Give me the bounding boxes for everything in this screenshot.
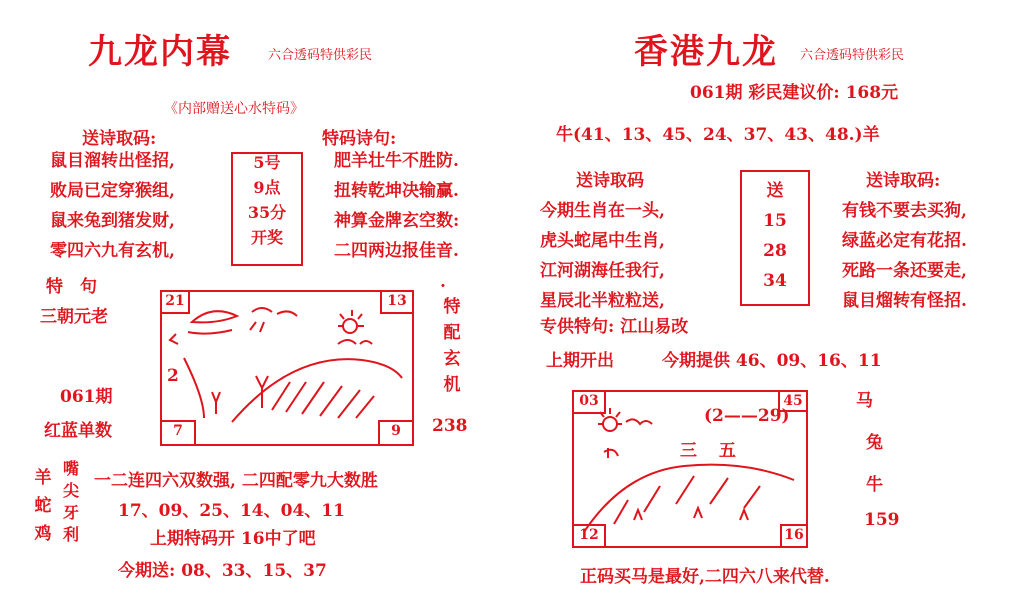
right-title-sub: 六合透码特供彩民 bbox=[800, 48, 905, 63]
sun-icon bbox=[343, 319, 357, 333]
tip-char: 嘴 bbox=[62, 459, 79, 478]
send-box-line: 15 bbox=[763, 211, 787, 231]
right-pic-corner-tl: 03 bbox=[572, 390, 606, 414]
right-poem-right bbox=[842, 196, 967, 316]
side-column-char: 机 bbox=[443, 375, 461, 395]
left-side-column bbox=[441, 294, 463, 398]
sketch-cloud bbox=[626, 419, 652, 424]
right-pic-corner-bl: 12 bbox=[572, 524, 606, 548]
left-poem-line: 败局已定穿猴组, bbox=[50, 181, 175, 201]
right-side-char: 马 bbox=[856, 391, 873, 411]
left-issue-note: 红蓝单数 bbox=[44, 421, 112, 441]
left-poem-line: 鼠来兔到猪发财, bbox=[50, 211, 175, 231]
tip-char: 尖 bbox=[62, 481, 79, 500]
sketch-flower bbox=[604, 448, 618, 458]
right-bottom-line: 正码买马是最好,二四六八来代替. bbox=[580, 567, 830, 587]
right-poem-line: 江河湖海任我行, bbox=[540, 261, 665, 281]
sun-icon bbox=[603, 417, 617, 431]
draw-time-list bbox=[231, 150, 303, 250]
right-poem-line: 死路一条还要走, bbox=[842, 261, 967, 281]
sketch-wave bbox=[170, 322, 264, 344]
right-poem-line: 星辰北半粒粒送, bbox=[540, 291, 665, 311]
left-poem bbox=[50, 146, 175, 266]
tip-column bbox=[60, 458, 82, 546]
left-side-number: 238 bbox=[432, 416, 468, 436]
sketch-line bbox=[184, 358, 204, 418]
right-poem-line: 虎头蛇尾中生肖, bbox=[540, 231, 665, 251]
right-side-char: 牛 bbox=[866, 475, 883, 495]
send-box-line: 28 bbox=[763, 241, 787, 261]
right-title: 香港九龙 bbox=[634, 32, 778, 72]
left-picture-sketch bbox=[162, 292, 408, 440]
right-poem-line: 鼠目熘转有怪招. bbox=[842, 291, 967, 311]
left-poem-line: 零四六九有玄机, bbox=[50, 241, 175, 261]
left-verse-line: 二四两边报佳音. bbox=[334, 241, 459, 261]
left-pic-corner-tl: 21 bbox=[160, 290, 190, 314]
sketch-hatching bbox=[272, 382, 374, 418]
right-price-line: 061期 彩民建议价: 168元 bbox=[690, 83, 899, 103]
left-poem-line: 鼠目溜转出怪招, bbox=[50, 151, 175, 171]
right-pic-corner-br: 16 bbox=[780, 524, 808, 548]
left-pic-corner-br: 9 bbox=[378, 420, 414, 446]
left-verse-line: 肥羊壮牛不胜防. bbox=[334, 151, 459, 171]
right-side-char: 兔 bbox=[866, 433, 883, 453]
sketch-cloud bbox=[192, 311, 237, 322]
right-poem-line: 今期生肖在一头, bbox=[540, 201, 665, 221]
draw-time-line: 9点 bbox=[253, 178, 281, 197]
special-label: 特 句 bbox=[46, 277, 97, 297]
right-side-column bbox=[856, 380, 883, 506]
right-pic-text2: 三 五 bbox=[680, 441, 744, 461]
left-pic-number: 2 bbox=[167, 366, 179, 386]
right-numbers-line: 牛(41、13、45、24、37、43、48.)羊 bbox=[556, 125, 880, 145]
left-verse-heading: 特码诗句: bbox=[322, 129, 397, 149]
left-title: 九龙内幕 bbox=[88, 32, 232, 72]
side-column-char: 特 bbox=[443, 297, 461, 317]
send-box-list bbox=[740, 176, 810, 296]
sketch-grass bbox=[212, 392, 220, 414]
tip-char: 利 bbox=[62, 525, 79, 544]
send-box-line: 送 bbox=[766, 181, 784, 201]
right-special-line: 专供特句: 江山易改 bbox=[540, 317, 689, 337]
left-verse-line: 神算金牌玄空数: bbox=[334, 211, 460, 231]
right-poem-line: 绿蓝必定有花招. bbox=[842, 231, 967, 251]
left-verse bbox=[334, 146, 459, 266]
left-line-c: 今期送: 08、33、15、37 bbox=[118, 561, 327, 581]
left-title-sub: 六合透码特供彩民 bbox=[268, 48, 373, 63]
zodiac-char: 羊 bbox=[34, 468, 52, 488]
sketch-grass bbox=[634, 508, 748, 520]
right-picture-sketch bbox=[574, 392, 802, 542]
right-last-open: 上期开出 bbox=[546, 351, 614, 371]
left-pic-corner-tr: 13 bbox=[380, 290, 414, 314]
right-poem-heading-left: 送诗取码 bbox=[576, 171, 644, 191]
right-poem-heading-right: 送诗取码: bbox=[866, 171, 941, 191]
side-dot: . bbox=[440, 272, 446, 292]
draw-time-line: 开奖 bbox=[250, 228, 283, 247]
right-pic-text1: (2——29) bbox=[704, 406, 790, 426]
tip-char: 牙 bbox=[62, 503, 79, 522]
left-line-a: 一二连四六双数强, 二四配零九大数胜 bbox=[94, 471, 378, 491]
left-issue: 061期 bbox=[60, 387, 113, 407]
sun-rays-icon bbox=[338, 310, 364, 326]
right-pic-corner-tr: 45 bbox=[778, 390, 808, 412]
sketch-bird bbox=[338, 340, 372, 344]
zodiac-column bbox=[32, 464, 54, 548]
left-subheading: 《内部赠送心水特码》 bbox=[164, 101, 304, 117]
sketch-bird bbox=[252, 308, 297, 316]
left-verse-line: 扭转乾坤决输赢. bbox=[334, 181, 459, 201]
side-column-char: 配 bbox=[443, 323, 461, 343]
left-pic-corner-bl: 7 bbox=[160, 420, 196, 446]
zodiac-char: 鸡 bbox=[34, 524, 52, 544]
side-column-char: 玄 bbox=[443, 349, 461, 369]
left-line-b: 上期特码开 16中了吧 bbox=[150, 529, 316, 549]
send-box-line: 34 bbox=[763, 271, 787, 291]
left-poem-heading: 送诗取码: bbox=[82, 129, 157, 149]
zodiac-char: 蛇 bbox=[34, 496, 52, 516]
right-side-number: 159 bbox=[864, 510, 900, 530]
special-text: 三朝元老 bbox=[40, 307, 108, 327]
right-poem-left bbox=[540, 196, 665, 316]
left-number-list: 17、09、25、14、04、11 bbox=[118, 501, 345, 521]
right-this-issue: 今期提供 46、09、16、11 bbox=[662, 351, 882, 371]
draw-time-line: 5号 bbox=[253, 153, 281, 172]
right-poem-line: 有钱不要去买狗, bbox=[842, 201, 967, 221]
draw-time-line: 35分 bbox=[247, 203, 287, 222]
